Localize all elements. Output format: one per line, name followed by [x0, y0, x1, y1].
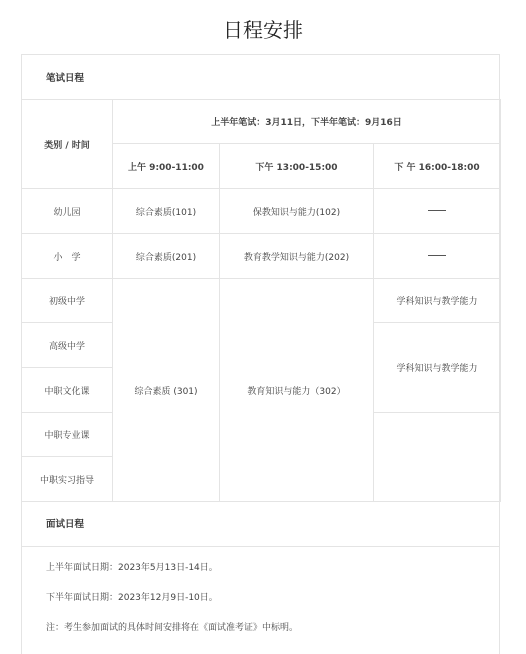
category-cell: 中职文化课	[22, 368, 113, 413]
evening-subject-cell: 学科知识与教学能力	[374, 323, 501, 413]
evening-empty-cell	[374, 413, 501, 502]
slot-morning-header: 上午 9:00-11:00	[113, 144, 220, 189]
written-exam-section-title: 笔试日程	[46, 73, 85, 84]
interview-note-line: 注：考生参加面试的具体时间安排将在《面试准考证》中标明。	[46, 623, 299, 633]
merged-afternoon-cell: 教育知识与能力（302）	[220, 279, 374, 502]
interview-section-title: 面试日程	[46, 519, 85, 530]
category-cell: 小 学	[22, 234, 113, 279]
afternoon-subject-cell: 保教知识与能力(102)	[220, 189, 374, 234]
morning-subject-cell: 综合素质(101)	[113, 189, 220, 234]
evening-subject-cell	[374, 189, 501, 234]
slot-evening-header: 下 午 16:00-18:00	[374, 144, 501, 189]
merged-morning-cell: 综合素质 (301)	[113, 279, 220, 502]
page-title: 日程安排	[223, 18, 303, 42]
exam-dates-header: 上半年笔试：3月11日，下半年笔试：9月16日	[113, 100, 501, 144]
evening-subject-cell	[374, 234, 501, 279]
category-cell: 初级中学	[22, 279, 113, 323]
dash-mark	[428, 210, 446, 211]
category-cell: 幼儿园	[22, 189, 113, 234]
written-exam-table	[21, 99, 501, 502]
afternoon-subject-cell: 教育教学知识与能力(202)	[220, 234, 374, 279]
slot-afternoon-header: 下午 13:00-15:00	[220, 144, 374, 189]
dash-mark	[428, 255, 446, 256]
category-cell: 高级中学	[22, 323, 113, 368]
evening-subject-cell: 学科知识与教学能力	[374, 279, 501, 323]
category-cell: 中职专业课	[22, 413, 113, 457]
interview-date-line: 上半年面试日期：2023年5月13日-14日。	[46, 563, 218, 573]
corner-header: 类别 / 时间	[22, 100, 113, 189]
morning-subject-cell: 综合素质(201)	[113, 234, 220, 279]
section-divider	[21, 546, 500, 547]
category-cell: 中职实习指导	[22, 457, 113, 502]
interview-date-line: 下半年面试日期：2023年12月9日-10日。	[46, 593, 218, 603]
